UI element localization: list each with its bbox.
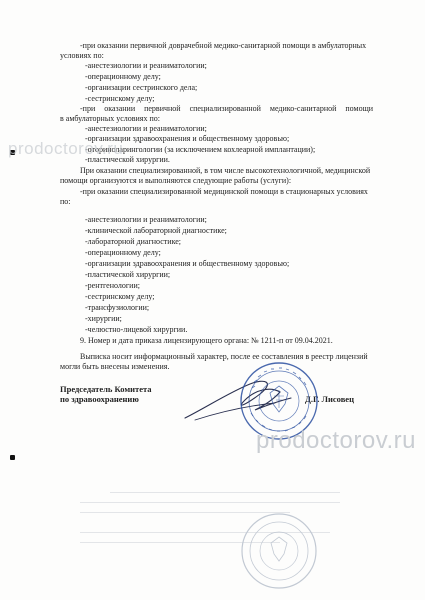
body-line: -операционному делу; [85,248,161,257]
body-line: -при оказании первичной специализированной медико-санитарной помощи [80,104,374,113]
body-line: -трансфузиологии; [85,303,150,312]
body-line: При оказании специализированной, в том числе высокотехнологичной, медицинской [80,166,371,175]
body-line: -пластической хирургии. [85,155,170,164]
body-line: -лабораторной диагностике; [85,237,182,246]
binder-mark-bottom [10,455,15,460]
body-line: -хирургии; [85,314,122,323]
body-line: -анестезиологии и реаниматологии; [85,124,207,133]
body-line: -операционному делу; [85,72,161,81]
body-line: -пластической хирургии; [85,270,171,279]
body-line: -анестезиологии и реаниматологии; [85,61,207,70]
order-number-line: 9. Номер и дата приказа лицензирующего органа: № 1211-п от 09.04.2021. [80,336,333,345]
signatory-position: по здравоохранению [60,394,139,404]
faint-stamp-bleed [238,510,320,592]
body-line: -сестринскому делу; [85,292,155,301]
body-line: могли быть внесены изменения. [60,362,170,371]
body-line: по: [60,197,71,206]
bleed-line [80,502,340,503]
body-line: -оториноларингологии (за исключением кохлеарной имплантации); [85,145,316,154]
signatory-position: Председатель Комитета [60,384,152,394]
body-line: -при оказании первичной доврачебной медико-санитарной помощи в амбулаторных [80,41,367,50]
bleed-line [110,492,340,493]
body-line: -анестезиологии и реаниматологии; [85,215,207,224]
watermark-left: prodoctorov.ru [8,139,124,158]
body-line: условиях по: [60,51,104,60]
body-line: Выписка носит информационный характер, после ее составления в реестр лицензий [80,352,368,361]
body-line: -рентгенологии; [85,281,140,290]
body-line: -клинической лабораторной диагностике; [85,226,227,235]
body-line: -сестринскому делу; [85,94,155,103]
body-line: -организации здравоохранения и общественному здоровью; [85,134,290,143]
body-line: -челюстно-лицевой хирургии. [85,325,188,334]
signatory-name: Д.Г. Лисовец [305,394,354,404]
body-line: -организации здравоохранения и общественному здоровью; [85,259,290,268]
body-line: -при оказании специализированной медицинской помощи в стационарных условиях [80,187,368,196]
watermark-right: prodoctorov.ru [256,427,416,454]
body-line: в амбулаторных условиях по: [60,114,160,123]
body-line: помощи организуются и выполняются следующие работы (услуги): [60,176,292,185]
body-line: -организации сестринского дела; [85,83,198,92]
